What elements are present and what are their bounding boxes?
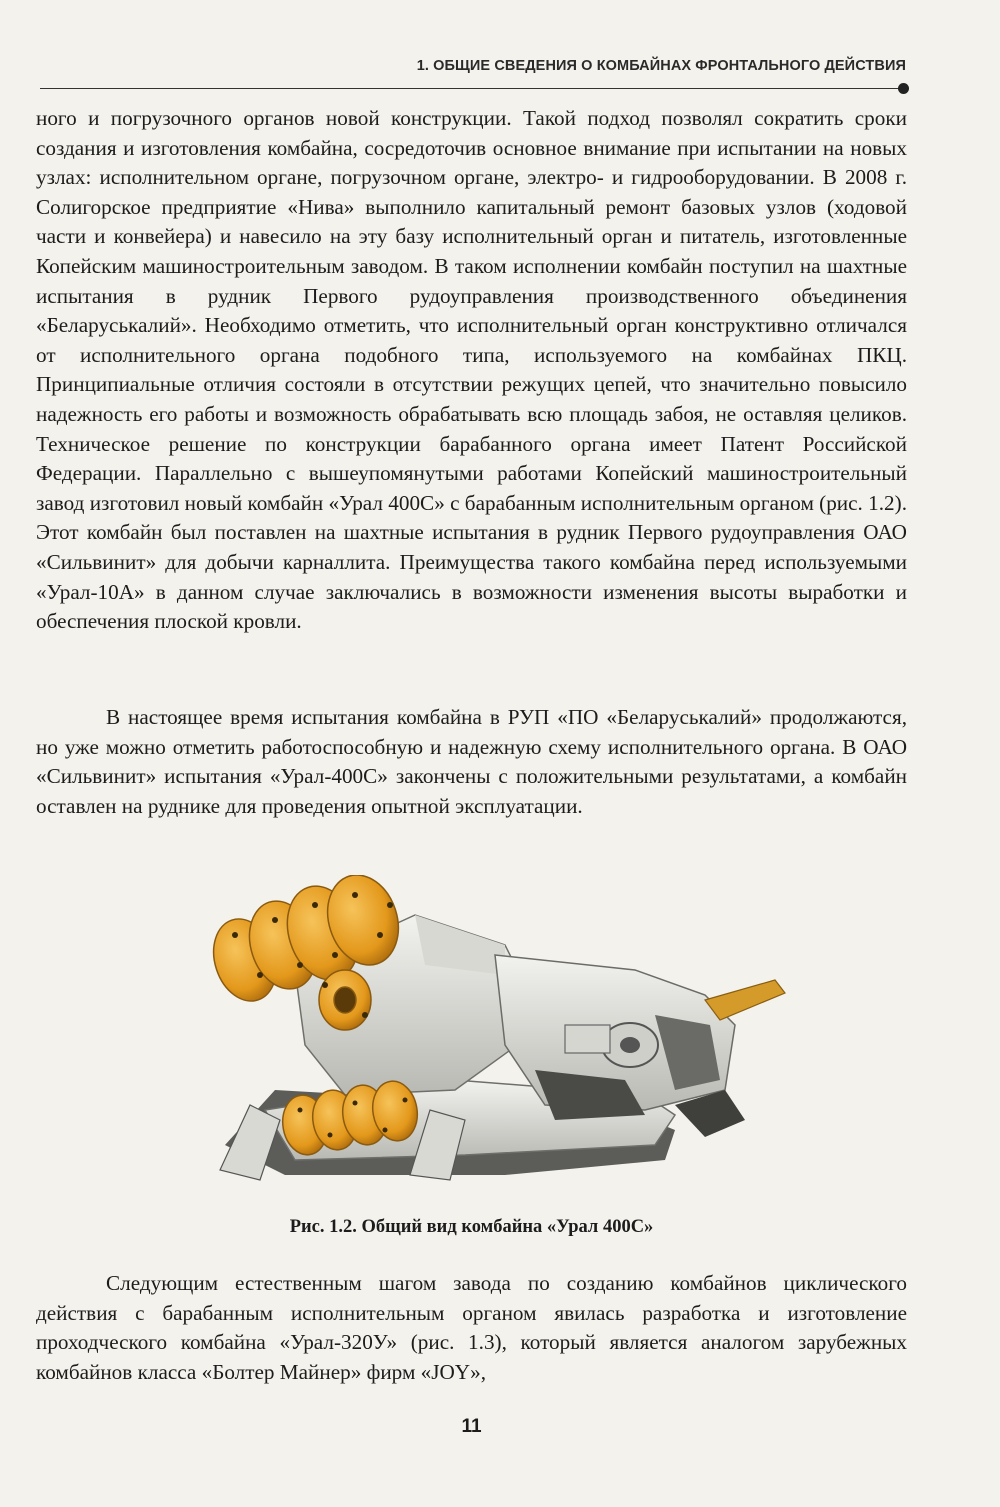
header-rule bbox=[40, 88, 900, 89]
figure-caption: Рис. 1.2. Общий вид комбайна «Урал 400С» bbox=[289, 1217, 654, 1237]
paragraph-3: Следующим естественным шагом завода по созданию комбайнов циклического действия с барабанным исполнительным органом явилась разработка и изготовление проходческого комбайна «Урал-320У» (рис. 1.3), который является аналогом зарубежных комбайнов класса «Болтер Майнер» фирм «JOY», bbox=[36, 1271, 907, 1384]
running-header: 1. ОБЩИЕ СВЕДЕНИЯ О КОМБАЙНАХ ФРОНТАЛЬНОГО ДЕЙСТВИЯ bbox=[416, 58, 906, 74]
figure-combine-ural-400s bbox=[205, 875, 795, 1195]
paragraph-1: ного и погрузочного органов новой конструкции. Такой подход позволял сократить сроки создания и изготовления комбайна, сосредоточив основное внимание при испытании на новых узлах: исполнительном органе, погрузочном органе, электро- и гидрооборудовании. В 2008 г. Солигорское предприятие «Нива» выполнило капитальный ремонт базовых узлов (ходовой части и конвейера) и навесило на эту базу исполнительный орган и питатель, изготовленные Копейским машиностроительным заводом. В таком исполнении комбайн поступил на шахтные испытания в рудник Первого рудоуправления производственного объединения «Беларуськалий». Необходимо отметить, что исполнительный орган конструктивно отличался от исполнительного органа подобного типа, используемого на комбайнах ПКЦ. Принципиальные отличия состояли в отсутствии режущих цепей, что значительно повысило надежность его работы и возможность обрабатывать всю площадь забоя, не оставляя целиков. Техническое решение по конструкции барабанного органа имеет Патент Российской Федерации. Параллельно с вышеупомянутыми работами Копейский машиностроительный завод изготовил новый комбайн «Урал 400С» с барабанным исполнительным органом (рис. 1.2). Этот комбайн был поставлен на шахтные испытания в рудник Первого рудоуправления ОАО «Сильвинит» для добычи карналлита. Преимущества такого комбайна перед используемыми «Урал-10А» в данном случае заключались в возможности изменения высоты выработки и обеспечения плоской кровли. bbox=[36, 106, 907, 634]
page-number: 11 bbox=[461, 1416, 482, 1437]
mining-combine-photo bbox=[205, 875, 795, 1195]
header-rule-dot bbox=[898, 83, 909, 94]
paragraph-2: В настоящее время испытания комбайна в РУП «ПО «Беларуськалий» продолжаются, но уже можно отметить работоспособную и надежную схему исполнительного органа. В ОАО «Сильвинит» испытания «Урал-400С» закончены с положительными результатами, а комбайн оставлен на руднике для проведения опытной эксплуатации. bbox=[36, 705, 907, 818]
